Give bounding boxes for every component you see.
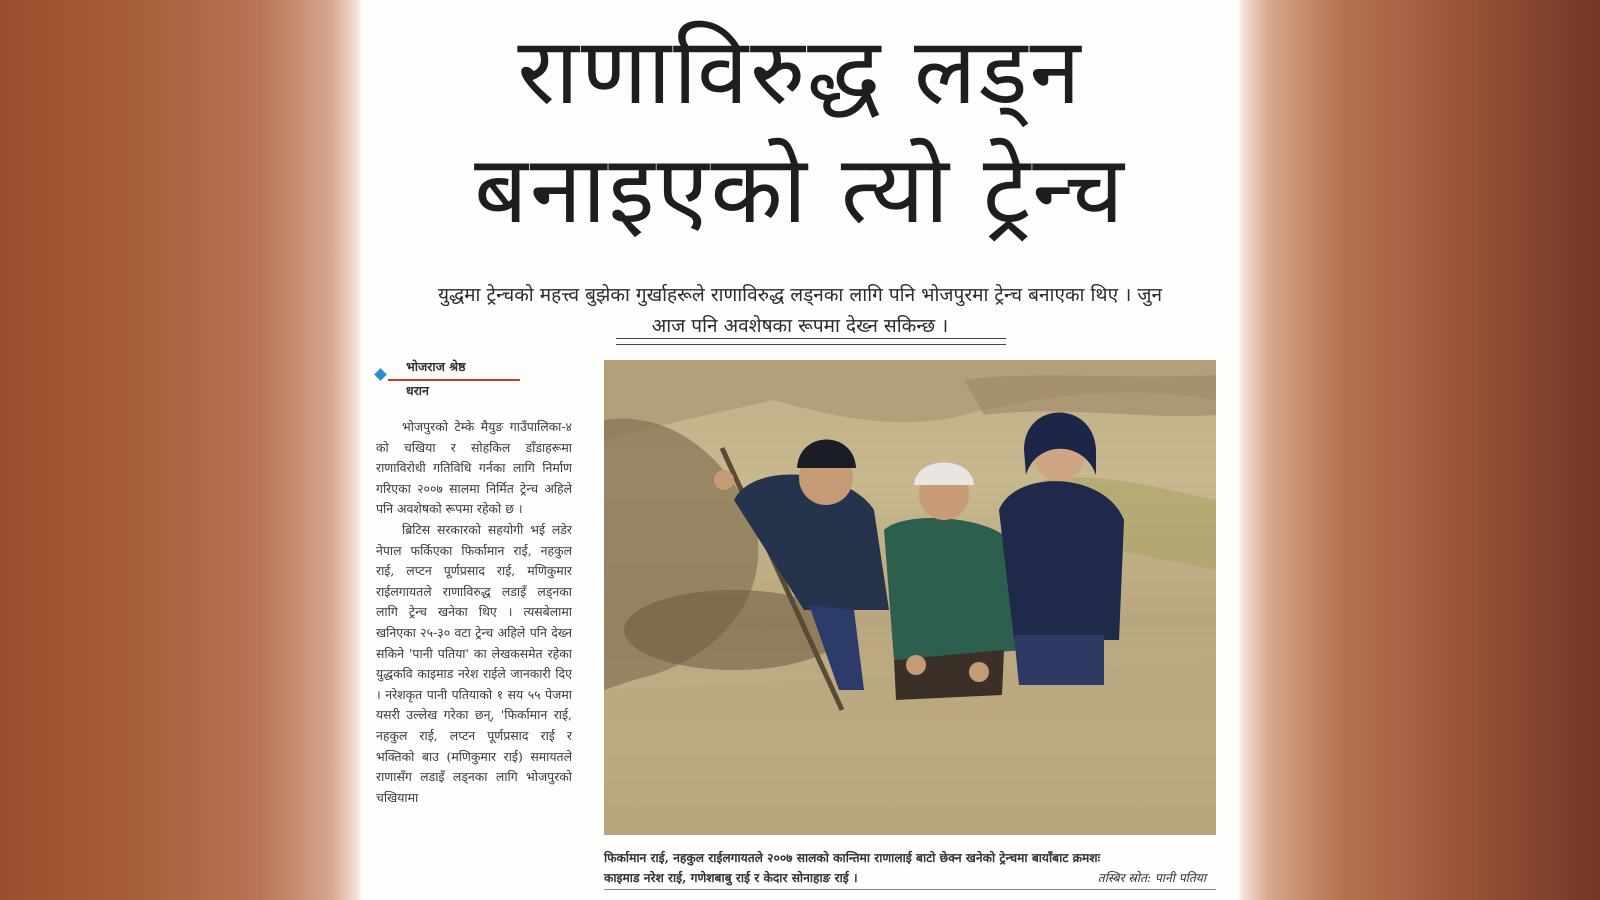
diamond-bullet-icon bbox=[374, 368, 387, 381]
headline-line-1: राणाविरुद्ध लड्न bbox=[517, 18, 1083, 125]
body-paragraph-2: ब्रिटिस सरकारको सहयोगी भई लडेर नेपाल फर्किएका फिर्कामान राई, नहकुल राई, लप्टन पूर्णप्रसाद राई, मणिकुमार राईलगायतले राणाविरुद्ध लडाइँ लड्नका लागि ट्रेन्च खनेका थिए । त्यसबेलामा खनिएका २५-३० वटा ट्रेन्च अहिले पनि देख्न सकिने 'पानी पतिया' का लेखकसमेत रहेका युद्धकवि काइमाड नरेश राईले जानकारी दिए । नरेशकृत पानी पतियाको १ सय ५५ पेजमा यसरी उल्लेख गरेका छन्, 'फिर्कामान राई, नहकुल राई, लप्टन पूर्णप्रसाद राई र भक्तिको बाउ (मणिकुमार राई) समायतले राणासँग लडाइँ लड्नका लागि भोजपुरको चखियामा bbox=[376, 521, 572, 805]
photo-illustration bbox=[604, 360, 1216, 835]
standfirst-underline bbox=[616, 338, 1006, 345]
photo-credit: तस्बिर स्रोत: पानी पतिया bbox=[1097, 871, 1206, 885]
person-middle bbox=[884, 463, 1024, 701]
person-right bbox=[999, 413, 1124, 686]
standfirst-line-1: युद्धमा ट्रेन्चको महत्त्व बुझेका गुर्खाहरूले राणाविरुद्ध लड्नका लागि पनि भोजपुरमा ट्रेन्च बनाएका थिए । जुन bbox=[437, 284, 1163, 306]
standfirst-line-2: आज पनि अवशेषका रूपमा देख्न सकिन्छ । bbox=[651, 315, 949, 337]
newspaper-page bbox=[362, 0, 1238, 900]
byline-place: धरान bbox=[406, 383, 429, 398]
caption-rule bbox=[604, 889, 1216, 890]
byline-rule bbox=[388, 379, 520, 381]
caption-line-1: फिर्कामान राई, नहकुल राईलगायतले २००७ सालको कान्तिमा राणालाई बाटो छेक्न खनेको ट्रेन्चमा बायाँबाट क्रमशः bbox=[604, 851, 1101, 865]
standfirst bbox=[376, 280, 1224, 342]
photo-caption bbox=[604, 848, 1216, 888]
article-body bbox=[376, 417, 572, 900]
article-photo bbox=[604, 360, 1216, 835]
headline-line-2: बनाइएको त्यो ट्रेन्च bbox=[474, 136, 1126, 245]
body-paragraph-1: भोजपुरको टेम्के मैयुङ गाउँपालिका-४ को चखिया र सोहकिल डाँडाहरूमा राणाविरोधी गतिविधि गर्नका लागि निर्माण गरिएका २००७ सालमा निर्मित ट्रेन्च अहिले पनि अवशेषको रूपमा रहेको छ । bbox=[376, 419, 572, 517]
byline-name: भोजराज श्रेष्ठ bbox=[406, 359, 466, 374]
caption-line-2: काइमाड नरेश राई, गणेशबाबु राई र केदार सोनाहाङ राई । bbox=[604, 871, 858, 885]
